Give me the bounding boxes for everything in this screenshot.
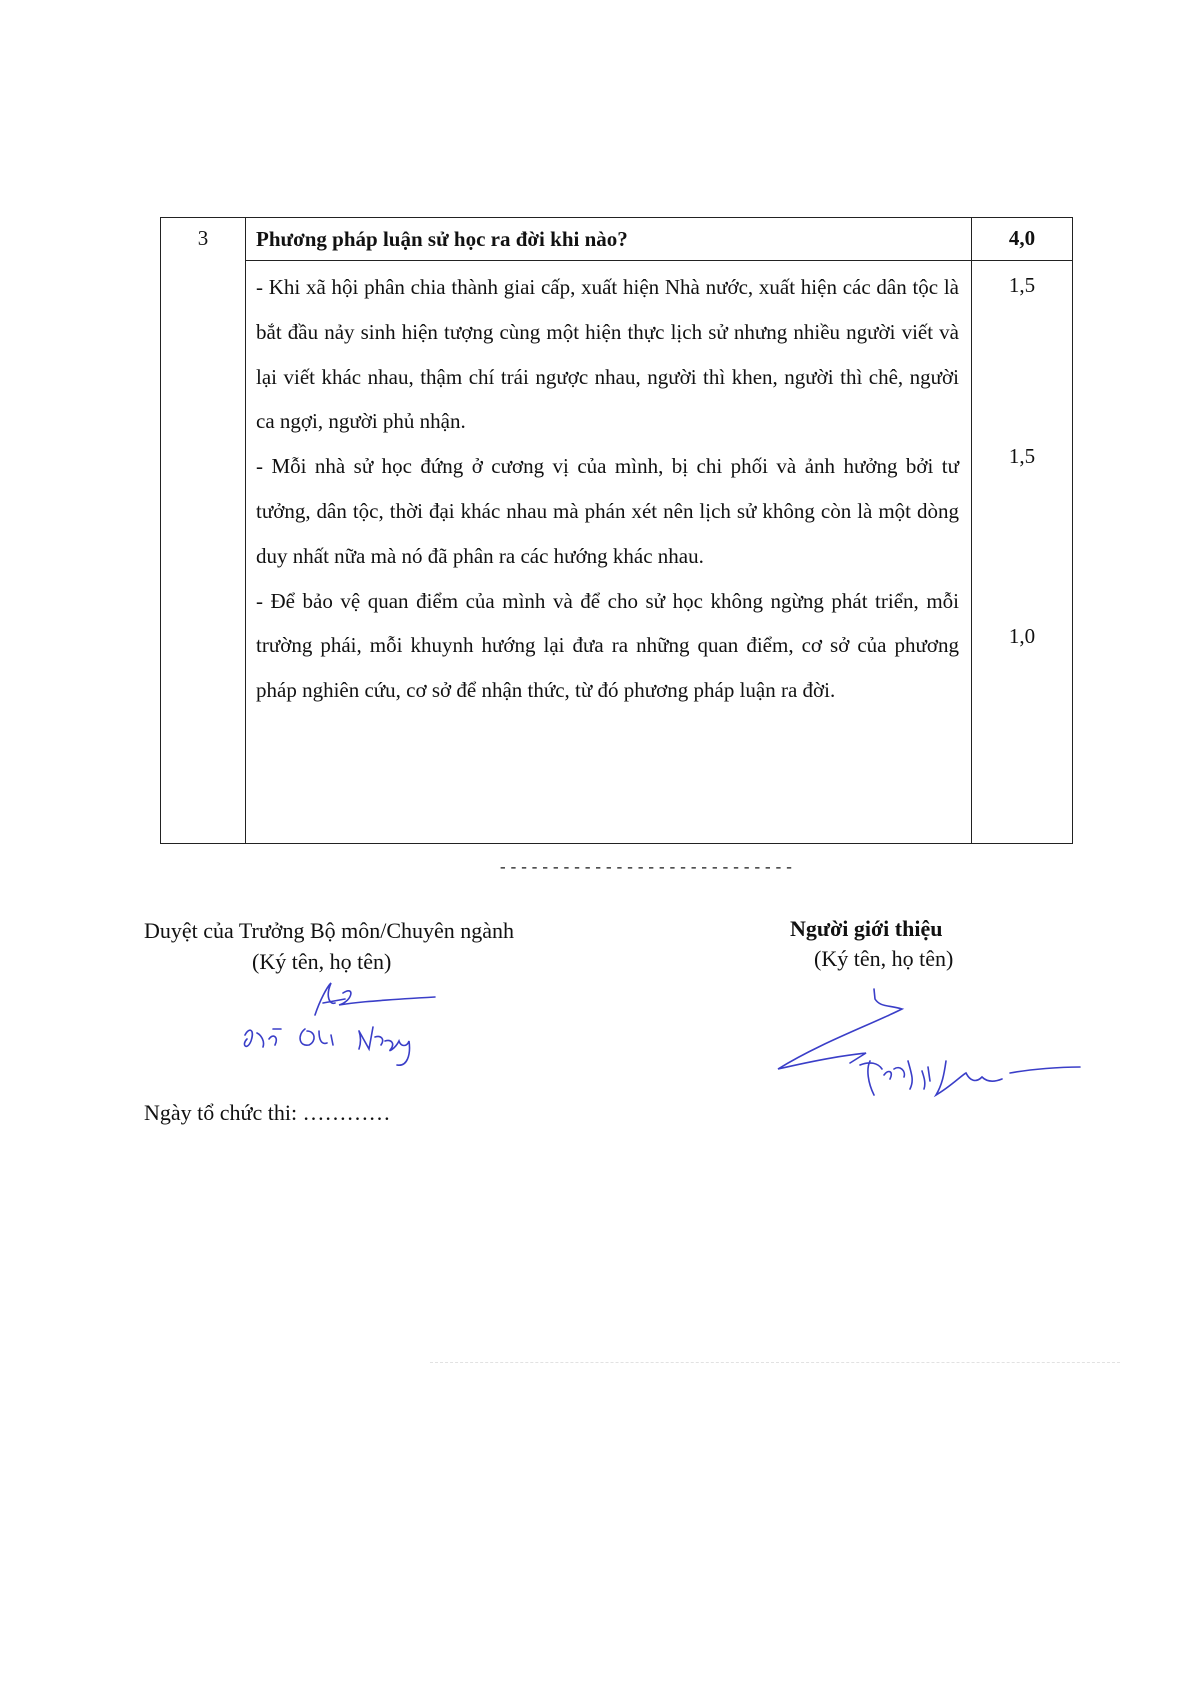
presenter-subtitle: (Ký tên, họ tên) bbox=[814, 946, 954, 971]
question-number: 3 bbox=[161, 218, 246, 844]
question-total-points: 4,0 bbox=[972, 218, 1073, 261]
presenter-title: Người giới thiệu bbox=[790, 916, 943, 941]
answer-paragraph-1: - Khi xã hội phân chia thành giai cấp, xuất hiện Nhà nước, xuất hiện các dân tộc là bắt đầu nảy sinh hiện tượng cùng một hiện thực lịch sử nhưng nhiều người viết và lại viết khác nhau, thậm chí trái ngược nhau, người thì khen, người thì chê, người ca ngợi, người phủ nhận. bbox=[256, 275, 959, 434]
answer-paragraph-3: - Để bảo vệ quan điểm của mình và để cho sử học không ngừng phát triển, mỗi trường phái, mỗi khuynh hướng lại đưa ra những quan điểm, cơ sở của phương pháp nghiên cứu, cơ sở để nhận thức, từ đó phương pháp luận ra đời. bbox=[256, 588, 959, 703]
exam-date: Ngày tổ chức thi: ………… bbox=[144, 1100, 391, 1125]
score-1: 1,5 bbox=[1008, 273, 1036, 297]
score-column bbox=[972, 261, 1073, 844]
approval-title: Duyệt của Trưởng Bộ môn/Chuyên ngành bbox=[144, 918, 515, 943]
approval-subtitle: (Ký tên, họ tên) bbox=[252, 949, 392, 974]
faint-divider bbox=[430, 1362, 1120, 1363]
question-title: Phương pháp luận sử học ra đời khi nào? bbox=[246, 218, 972, 261]
answer-table bbox=[160, 217, 1073, 844]
answer-body bbox=[246, 261, 972, 844]
approval-signature bbox=[235, 975, 455, 1075]
answer-paragraph-2: - Mỗi nhà sử học đứng ở cương vị của mình, bị chi phối và ảnh hưởng bởi tư tưởng, dân tộc, thời đại khác nhau mà phán xét nên lịch sử không còn là một dòng duy nhất nữa mà nó đã phân ra các hướng khác nhau. bbox=[256, 454, 959, 568]
presenter-signature bbox=[770, 985, 1090, 1105]
answer-row bbox=[161, 261, 1073, 844]
score-3: 1,0 bbox=[1008, 624, 1036, 648]
end-separator: ---------------------------- bbox=[498, 859, 795, 877]
question-header-row bbox=[161, 218, 1073, 261]
score-2: 1,5 bbox=[1008, 444, 1036, 468]
